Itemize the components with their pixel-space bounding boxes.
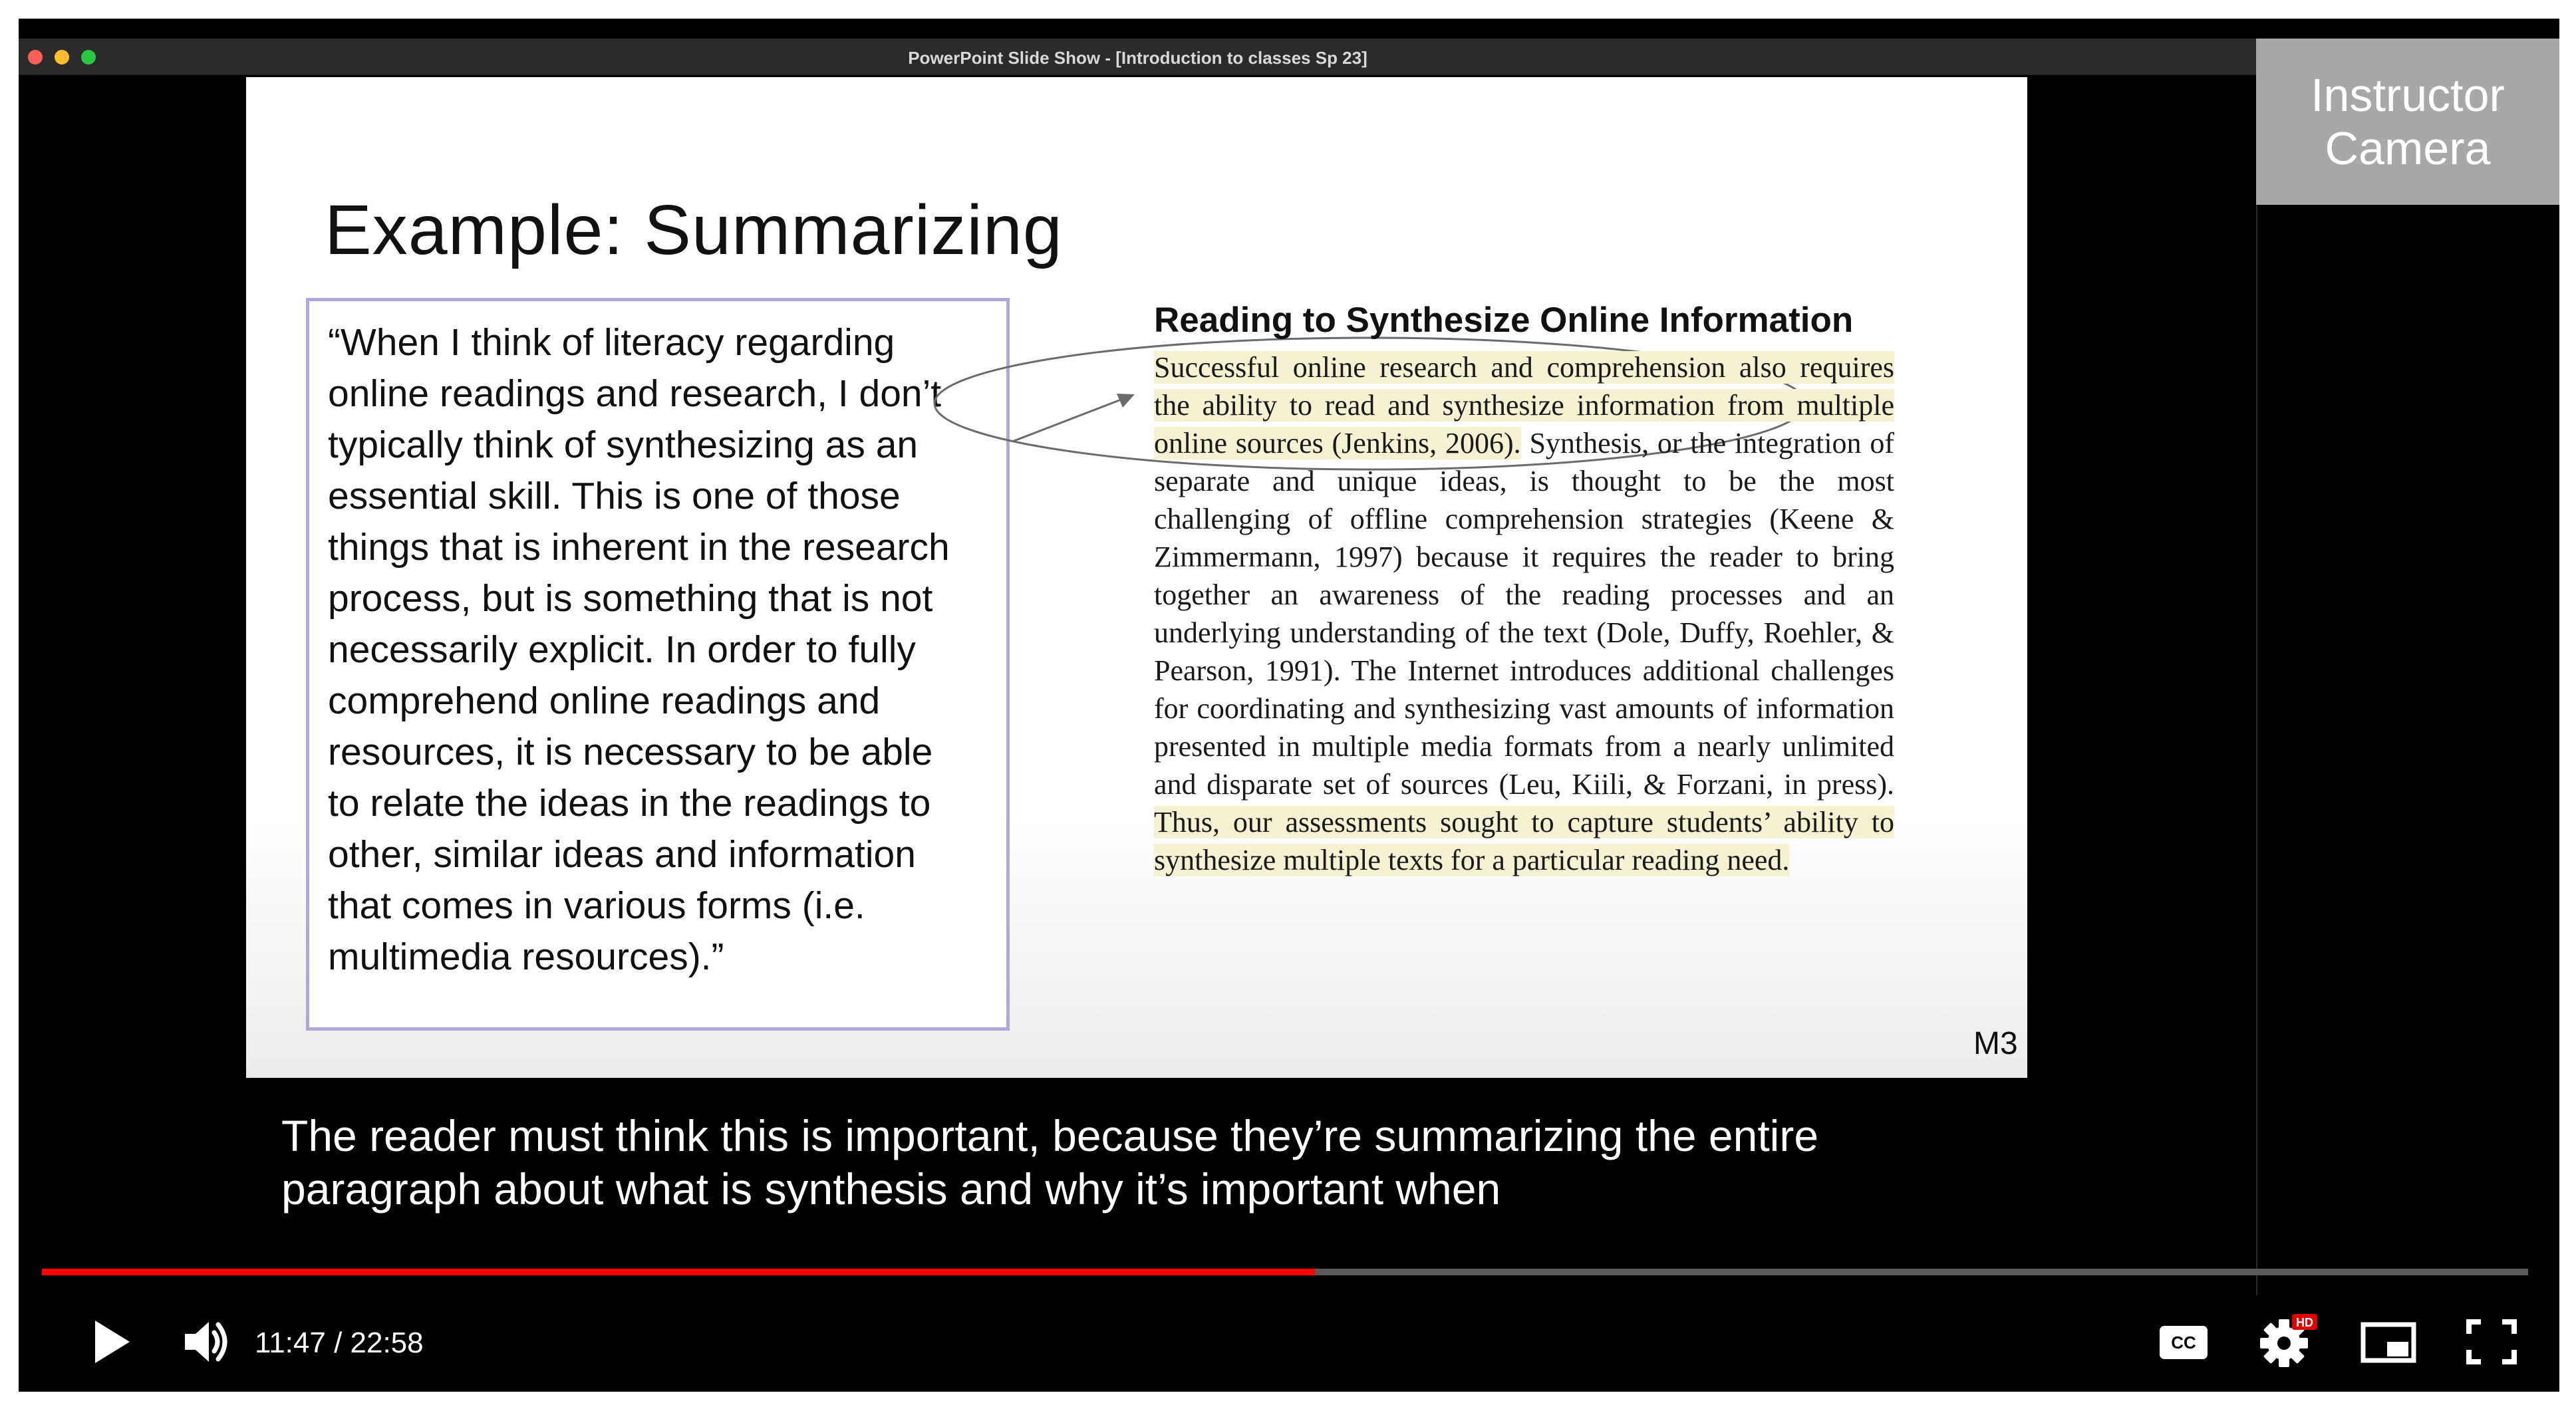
miniplayer-icon	[2355, 1309, 2422, 1375]
fullscreen-button[interactable]	[2458, 1309, 2525, 1375]
quote-line: comprehend online readings and	[328, 680, 881, 722]
video-player	[19, 19, 2559, 1392]
caption-line: paragraph about what is synthesis and why it’s important when	[281, 1164, 1501, 1213]
quote-line: things that is inherent in the research	[328, 526, 950, 569]
quote-line: essential skill. This is one of those	[328, 475, 901, 517]
closed-caption	[281, 1109, 2077, 1215]
instructor-camera-placeholder	[2256, 39, 2559, 205]
mute-button[interactable]	[172, 1309, 238, 1375]
quote-line: other, similar ideas and information	[328, 833, 916, 876]
slide-title: Example: Summarizing	[325, 191, 1063, 269]
svg-text:CC: CC	[2171, 1333, 2196, 1352]
volume-icon	[172, 1309, 238, 1375]
article-highlight-end: Thus, our assessments sought to capture students’ ability to synthesize multiple texts for a particular reading need.	[1154, 806, 1894, 876]
progress-bar-played	[42, 1269, 1315, 1275]
caption-line: The reader must think this is important, because they’re summarizing the entire	[281, 1111, 1819, 1160]
player-controls	[19, 1295, 2559, 1388]
settings-icon	[2253, 1309, 2320, 1375]
settings-button[interactable]	[2253, 1309, 2320, 1375]
quote-line: multimedia resources).”	[328, 936, 724, 978]
quote-line: to relate the ideas in the readings to	[328, 782, 931, 825]
slide-number: M3	[1973, 1026, 2018, 1061]
article-highlight-start: Successful online research and comprehension also requires the ability to read and synthesize information from multiple online sources (Jenkins, 2006).	[1154, 351, 1894, 459]
camera-label-line: Instructor	[2311, 69, 2505, 121]
slideshow-window-titlebar	[19, 39, 2257, 75]
article-heading: Reading to Synthesize Online Information	[1154, 301, 1854, 340]
window-title: PowerPoint Slide Show - [Introduction to classes Sp 23]	[908, 48, 1367, 68]
quote-line: online readings and research, I don’t	[328, 372, 942, 415]
camera-label-line: Camera	[2325, 122, 2491, 174]
quote-line: that comes in various forms (i.e.	[328, 884, 865, 927]
quote-line: typically think of synthesizing as an	[328, 424, 919, 466]
article-middle-text: Synthesis, or the integration of separate and unique ideas, is thought to be the most challenging of offline comprehension strategies (Keene & Zimmermann, 1997) because it requires the reader to bring together an awareness of the reading processes and an underlying understanding of the text (Dole, Duffy, Roehler, & Pearson, 1991). The Internet introduces additional challenges for coordinating and synthesizing vast amounts of information presented in multiple media formats from a nearly unlimited and disparate set of sources (Leu, Kiili, & Forzani, in press).	[1154, 427, 1894, 801]
slide	[246, 77, 2027, 1078]
quote-line: “When I think of literacy regarding	[328, 321, 895, 364]
captions-button[interactable]	[2150, 1309, 2217, 1375]
time-display: 11:47 / 22:58	[255, 1327, 424, 1359]
article-body	[1154, 348, 1894, 879]
quote-line: resources, it is necessary to be able	[328, 731, 933, 773]
quote-line: process, but is something that is not	[328, 577, 933, 620]
hd-badge-label: HD	[2296, 1316, 2313, 1329]
quote-line: necessarily explicit. In order to fully	[328, 628, 916, 671]
play-button[interactable]	[75, 1309, 142, 1375]
fullscreen-icon	[2458, 1309, 2525, 1375]
progress-bar[interactable]	[42, 1269, 2528, 1275]
captions-icon	[2150, 1309, 2217, 1375]
annotation-arrow-line	[1012, 399, 1123, 442]
camera-divider	[2256, 205, 2257, 1295]
play-icon	[75, 1309, 142, 1375]
miniplayer-button[interactable]	[2355, 1309, 2422, 1375]
